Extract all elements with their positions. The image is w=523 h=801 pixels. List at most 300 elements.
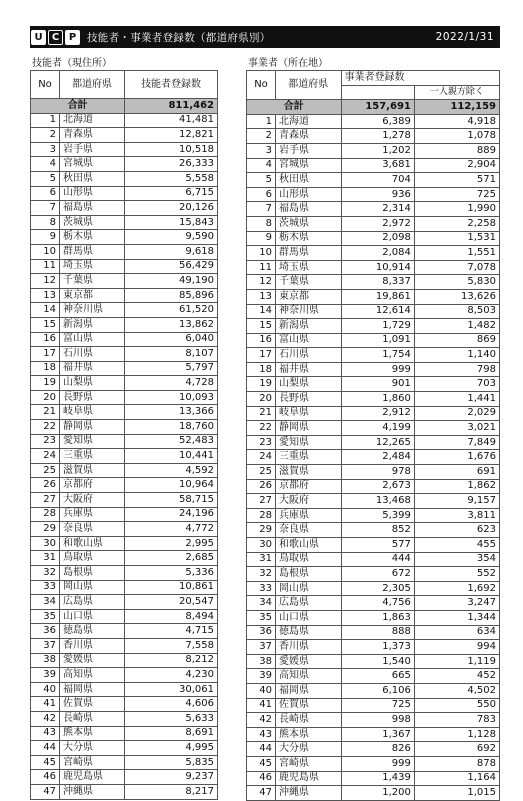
row-no: 14: [31, 303, 60, 318]
row-prefecture: 山梨県: [276, 377, 342, 392]
document-date: 2022/1/31: [435, 31, 494, 43]
document-title: 技能者・事業者登録数（都道府県別）: [87, 31, 271, 44]
col-skill-count: 技能者登録数: [125, 71, 218, 99]
table-row: [247, 231, 500, 246]
row-no: 7: [31, 201, 60, 216]
row-prefecture: 兵庫県: [60, 507, 125, 522]
row-biz-count: 936: [341, 187, 414, 202]
row-biz-excl-sole: 354: [414, 552, 499, 567]
table-row: [31, 274, 218, 289]
table-row: [247, 348, 500, 363]
row-no: 37: [247, 640, 276, 655]
row-no: 25: [247, 465, 276, 480]
row-biz-count: 2,314: [341, 202, 414, 217]
row-biz-count: 1,200: [341, 786, 414, 801]
row-skill-count: 10,441: [125, 449, 218, 464]
table-row: [31, 493, 218, 508]
row-biz-excl-sole: 4,502: [414, 683, 499, 698]
row-no: 13: [31, 288, 60, 303]
row-biz-count: 2,912: [341, 406, 414, 421]
row-prefecture: 奈良県: [276, 523, 342, 538]
ucp-logo: [30, 26, 81, 48]
table-row: [31, 186, 218, 201]
row-biz-count: 1,729: [341, 319, 414, 334]
table-row: [247, 333, 500, 348]
row-skill-count: 8,212: [125, 653, 218, 668]
row-prefecture: 愛知県: [60, 434, 125, 449]
row-biz-count: 999: [341, 756, 414, 771]
total-value: 157,691: [341, 100, 414, 115]
table-row: [247, 596, 500, 611]
row-no: 29: [247, 523, 276, 538]
row-prefecture: 広島県: [60, 595, 125, 610]
table-row: [31, 755, 218, 770]
row-no: 8: [247, 216, 276, 231]
row-biz-count: 2,972: [341, 216, 414, 231]
row-biz-count: 852: [341, 523, 414, 538]
total-sub-value: 112,159: [414, 100, 499, 115]
row-prefecture: 福井県: [60, 361, 125, 376]
row-prefecture: 栃木県: [276, 231, 342, 246]
table-row: [31, 551, 218, 566]
row-biz-excl-sole: 692: [414, 742, 499, 757]
table-row: [31, 638, 218, 653]
row-biz-count: 4,199: [341, 421, 414, 436]
row-prefecture: 石川県: [276, 348, 342, 363]
row-no: 7: [247, 202, 276, 217]
row-no: 39: [247, 669, 276, 684]
row-no: 12: [31, 274, 60, 289]
row-prefecture: 宮城県: [276, 158, 342, 173]
row-biz-count: 888: [341, 625, 414, 640]
row-no: 43: [31, 726, 60, 741]
row-biz-excl-sole: 1,692: [414, 581, 499, 596]
table-row: [31, 215, 218, 230]
row-no: 16: [247, 333, 276, 348]
row-skill-count: 8,494: [125, 609, 218, 624]
table-row: [247, 567, 500, 582]
row-prefecture: 東京都: [276, 289, 342, 304]
row-prefecture: 福島県: [276, 202, 342, 217]
row-biz-count: 999: [341, 362, 414, 377]
table-row: [31, 566, 218, 581]
table-row: [247, 494, 500, 509]
row-prefecture: 兵庫県: [276, 508, 342, 523]
row-biz-count: 1,754: [341, 348, 414, 363]
row-no: 31: [31, 551, 60, 566]
row-prefecture: 秋田県: [276, 173, 342, 188]
row-prefecture: 群馬県: [60, 244, 125, 259]
skill-table-label: 技能者（現住所）: [32, 58, 112, 69]
row-biz-excl-sole: 1,164: [414, 771, 499, 786]
row-prefecture: 北海道: [276, 114, 342, 129]
row-biz-excl-sole: 994: [414, 640, 499, 655]
row-skill-count: 4,592: [125, 463, 218, 478]
row-no: 45: [247, 756, 276, 771]
table-row: [247, 158, 500, 173]
row-prefecture: 福岡県: [276, 683, 342, 698]
row-prefecture: 富山県: [60, 332, 125, 347]
table-row: [247, 742, 500, 757]
row-skill-count: 10,964: [125, 478, 218, 493]
row-skill-count: 5,336: [125, 566, 218, 581]
col-prefecture: 都道府県: [60, 71, 125, 99]
row-biz-count: 826: [341, 742, 414, 757]
table-row: [247, 683, 500, 698]
row-skill-count: 4,995: [125, 741, 218, 756]
row-prefecture: 山梨県: [60, 376, 125, 391]
row-no: 28: [247, 508, 276, 523]
row-prefecture: 福岡県: [60, 682, 125, 697]
row-no: 19: [247, 377, 276, 392]
row-prefecture: 島根県: [60, 566, 125, 581]
row-biz-excl-sole: 1,676: [414, 450, 499, 465]
col-prefecture: 都道府県: [276, 71, 342, 100]
row-no: 23: [31, 434, 60, 449]
row-no: 8: [31, 215, 60, 230]
row-prefecture: 山形県: [60, 186, 125, 201]
row-skill-count: 9,618: [125, 244, 218, 259]
row-prefecture: 和歌山県: [60, 536, 125, 551]
row-prefecture: 千葉県: [60, 274, 125, 289]
row-no: 18: [247, 362, 276, 377]
table-row: [31, 157, 218, 172]
table-row: [247, 771, 500, 786]
row-prefecture: 山形県: [276, 187, 342, 202]
row-prefecture: 宮崎県: [276, 756, 342, 771]
row-no: 22: [31, 420, 60, 435]
table-row: [247, 202, 500, 217]
row-prefecture: 京都府: [276, 479, 342, 494]
row-biz-count: 2,484: [341, 450, 414, 465]
row-biz-count: 8,337: [341, 275, 414, 290]
row-prefecture: 熊本県: [276, 727, 342, 742]
row-no: 1: [31, 113, 60, 128]
row-no: 11: [31, 259, 60, 274]
row-no: 6: [31, 186, 60, 201]
table-row: [31, 113, 218, 128]
row-prefecture: 大分県: [276, 742, 342, 757]
row-biz-excl-sole: 455: [414, 538, 499, 553]
row-no: 26: [247, 479, 276, 494]
row-biz-count: 2,673: [341, 479, 414, 494]
row-skill-count: 4,715: [125, 624, 218, 639]
row-no: 5: [247, 173, 276, 188]
row-skill-count: 10,093: [125, 390, 218, 405]
row-no: 11: [247, 260, 276, 275]
row-biz-excl-sole: 623: [414, 523, 499, 538]
row-prefecture: 神奈川県: [276, 304, 342, 319]
table-row: [31, 361, 218, 376]
row-no: 31: [247, 552, 276, 567]
row-prefecture: 長崎県: [60, 711, 125, 726]
row-skill-count: 4,606: [125, 697, 218, 712]
row-prefecture: 長野県: [60, 390, 125, 405]
table-row: [31, 259, 218, 274]
row-skill-count: 85,896: [125, 288, 218, 303]
table-row: [31, 347, 218, 362]
row-no: 27: [31, 493, 60, 508]
row-skill-count: 61,520: [125, 303, 218, 318]
row-biz-count: 6,389: [341, 114, 414, 129]
row-biz-count: 1,278: [341, 129, 414, 144]
row-no: 43: [247, 727, 276, 742]
row-biz-excl-sole: 798: [414, 362, 499, 377]
row-biz-excl-sole: 7,078: [414, 260, 499, 275]
row-biz-count: 3,681: [341, 158, 414, 173]
table-row: [31, 653, 218, 668]
table-row: [247, 392, 500, 407]
row-prefecture: 愛媛県: [276, 654, 342, 669]
row-skill-count: 26,333: [125, 157, 218, 172]
row-no: 46: [247, 771, 276, 786]
row-biz-excl-sole: 783: [414, 713, 499, 728]
row-skill-count: 52,483: [125, 434, 218, 449]
table-row: [247, 625, 500, 640]
row-prefecture: 大阪府: [276, 494, 342, 509]
table-row: [247, 669, 500, 684]
table-row: [247, 435, 500, 450]
row-no: 6: [247, 187, 276, 202]
table-row: [31, 682, 218, 697]
row-prefecture: 三重県: [276, 450, 342, 465]
table-row: [31, 171, 218, 186]
col-excl-sole: 一人親方除く: [414, 85, 499, 100]
row-prefecture: 鹿児島県: [276, 771, 342, 786]
row-skill-count: 13,862: [125, 317, 218, 332]
row-biz-excl-sole: 703: [414, 377, 499, 392]
row-prefecture: 京都府: [60, 478, 125, 493]
row-biz-excl-sole: 1,990: [414, 202, 499, 217]
row-no: 44: [247, 742, 276, 757]
row-prefecture: 青森県: [276, 129, 342, 144]
row-prefecture: 秋田県: [60, 171, 125, 186]
row-no: 44: [31, 741, 60, 756]
table-row: [31, 507, 218, 522]
row-skill-count: 4,728: [125, 376, 218, 391]
row-skill-count: 12,821: [125, 128, 218, 143]
table-row: [247, 713, 500, 728]
row-no: 47: [247, 786, 276, 801]
table-row: [247, 377, 500, 392]
row-skill-count: 10,518: [125, 142, 218, 157]
row-biz-excl-sole: 452: [414, 669, 499, 684]
table-row: [247, 479, 500, 494]
row-prefecture: 香川県: [60, 638, 125, 653]
row-prefecture: 高知県: [60, 668, 125, 683]
table-row: [31, 142, 218, 157]
total-row: [31, 99, 218, 114]
table-row: [247, 246, 500, 261]
row-no: 32: [247, 567, 276, 582]
row-no: 21: [31, 405, 60, 420]
row-no: 26: [31, 478, 60, 493]
row-prefecture: 滋賀県: [276, 465, 342, 480]
row-no: 38: [247, 654, 276, 669]
row-prefecture: 新潟県: [60, 317, 125, 332]
row-no: 5: [31, 171, 60, 186]
row-prefecture: 神奈川県: [60, 303, 125, 318]
row-biz-excl-sole: 889: [414, 143, 499, 158]
row-prefecture: 千葉県: [276, 275, 342, 290]
table-row: [247, 581, 500, 596]
total-label: 合計: [31, 99, 125, 114]
row-prefecture: 富山県: [276, 333, 342, 348]
row-biz-excl-sole: 550: [414, 698, 499, 713]
row-skill-count: 58,715: [125, 493, 218, 508]
logo-letter: P: [65, 30, 80, 45]
row-biz-excl-sole: 2,258: [414, 216, 499, 231]
row-prefecture: 埼玉県: [276, 260, 342, 275]
row-no: 27: [247, 494, 276, 509]
row-prefecture: 岡山県: [276, 581, 342, 596]
row-biz-excl-sole: 4,918: [414, 114, 499, 129]
row-no: 15: [31, 317, 60, 332]
row-prefecture: 長野県: [276, 392, 342, 407]
row-prefecture: 新潟県: [276, 319, 342, 334]
table-row: [247, 187, 500, 202]
row-biz-excl-sole: 1,344: [414, 610, 499, 625]
table-row: [247, 304, 500, 319]
row-skill-count: 8,107: [125, 347, 218, 362]
row-biz-excl-sole: 1,128: [414, 727, 499, 742]
row-no: 22: [247, 421, 276, 436]
row-no: 38: [31, 653, 60, 668]
table-row: [247, 173, 500, 188]
row-no: 10: [31, 244, 60, 259]
row-no: 24: [31, 449, 60, 464]
table-row: [31, 201, 218, 216]
row-no: 25: [31, 463, 60, 478]
table-row: [31, 741, 218, 756]
row-no: 1: [247, 114, 276, 129]
row-prefecture: 和歌山県: [276, 538, 342, 553]
row-no: 36: [31, 624, 60, 639]
row-prefecture: 栃木県: [60, 230, 125, 245]
row-biz-count: 704: [341, 173, 414, 188]
row-skill-count: 30,061: [125, 682, 218, 697]
table-row: [31, 609, 218, 624]
row-biz-excl-sole: 634: [414, 625, 499, 640]
table-row: [247, 114, 500, 129]
row-skill-count: 49,190: [125, 274, 218, 289]
table-row: [247, 610, 500, 625]
row-no: 45: [31, 755, 60, 770]
row-prefecture: 茨城県: [276, 216, 342, 231]
row-no: 42: [247, 713, 276, 728]
table-row: [31, 244, 218, 259]
biz-table-label: 事業者（所在地）: [248, 58, 328, 69]
table-row: [247, 129, 500, 144]
table-row: [31, 288, 218, 303]
row-no: 30: [31, 536, 60, 551]
row-no: 33: [31, 580, 60, 595]
row-biz-count: 577: [341, 538, 414, 553]
row-prefecture: 鹿児島県: [60, 770, 125, 785]
table-row: [247, 406, 500, 421]
row-no: 12: [247, 275, 276, 290]
row-biz-excl-sole: 1,531: [414, 231, 499, 246]
skill-worker-table: [30, 70, 218, 800]
row-skill-count: 9,590: [125, 230, 218, 245]
row-no: 10: [247, 246, 276, 261]
row-biz-excl-sole: 1,078: [414, 129, 499, 144]
row-no: 41: [247, 698, 276, 713]
row-biz-count: 12,614: [341, 304, 414, 319]
table-row: [31, 420, 218, 435]
row-biz-count: 1,367: [341, 727, 414, 742]
row-biz-count: 13,468: [341, 494, 414, 509]
row-no: 14: [247, 304, 276, 319]
row-skill-count: 15,843: [125, 215, 218, 230]
row-skill-count: 6,040: [125, 332, 218, 347]
row-prefecture: 大阪府: [60, 493, 125, 508]
row-biz-excl-sole: 1,551: [414, 246, 499, 261]
row-skill-count: 13,366: [125, 405, 218, 420]
table-row: [247, 289, 500, 304]
row-biz-count: 10,914: [341, 260, 414, 275]
table-row: [247, 523, 500, 538]
row-prefecture: 岡山県: [60, 580, 125, 595]
row-prefecture: 青森県: [60, 128, 125, 143]
table-row: [31, 697, 218, 712]
row-prefecture: 佐賀県: [276, 698, 342, 713]
row-biz-excl-sole: 9,157: [414, 494, 499, 509]
table-row: [247, 698, 500, 713]
row-biz-count: 1,091: [341, 333, 414, 348]
table-row: [31, 784, 218, 799]
row-no: 29: [31, 522, 60, 537]
row-biz-excl-sole: 1,482: [414, 319, 499, 334]
row-skill-count: 56,429: [125, 259, 218, 274]
table-row: [247, 275, 500, 290]
row-no: 23: [247, 435, 276, 450]
row-biz-count: 901: [341, 377, 414, 392]
row-prefecture: 熊本県: [60, 726, 125, 741]
row-prefecture: 石川県: [60, 347, 125, 362]
row-skill-count: 20,126: [125, 201, 218, 216]
total-value: 811,462: [125, 99, 218, 114]
row-prefecture: 滋賀県: [60, 463, 125, 478]
table-row: [31, 449, 218, 464]
row-biz-excl-sole: 1,862: [414, 479, 499, 494]
logo-letter: C: [48, 30, 63, 45]
row-biz-count: 12,265: [341, 435, 414, 450]
row-no: 36: [247, 625, 276, 640]
row-prefecture: 鳥取県: [60, 551, 125, 566]
row-prefecture: 徳島県: [276, 625, 342, 640]
row-skill-count: 4,230: [125, 668, 218, 683]
row-biz-count: 1,540: [341, 654, 414, 669]
row-prefecture: 鳥取県: [276, 552, 342, 567]
row-no: 17: [31, 347, 60, 362]
row-biz-excl-sole: 571: [414, 173, 499, 188]
table-row: [247, 465, 500, 480]
row-biz-excl-sole: 725: [414, 187, 499, 202]
row-biz-count: 5,399: [341, 508, 414, 523]
row-no: 42: [31, 711, 60, 726]
row-no: 21: [247, 406, 276, 421]
row-biz-count: 6,106: [341, 683, 414, 698]
table-row: [31, 463, 218, 478]
row-no: 17: [247, 348, 276, 363]
row-biz-excl-sole: 878: [414, 756, 499, 771]
row-biz-count: 665: [341, 669, 414, 684]
row-biz-excl-sole: 691: [414, 465, 499, 480]
table-row: [247, 216, 500, 231]
row-prefecture: 静岡県: [60, 420, 125, 435]
row-skill-count: 20,547: [125, 595, 218, 610]
